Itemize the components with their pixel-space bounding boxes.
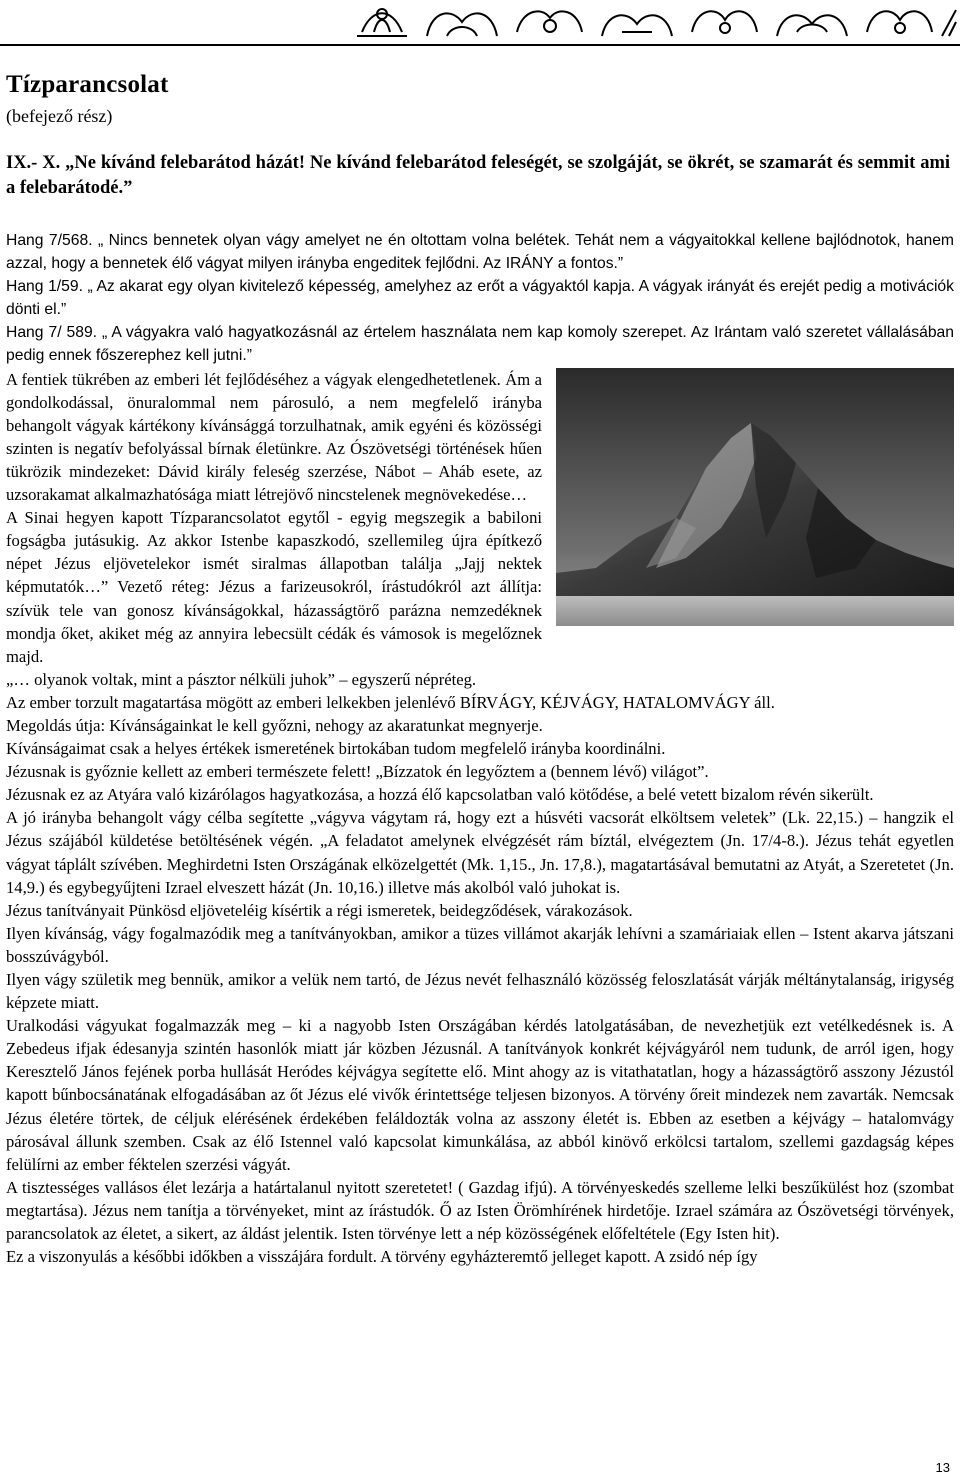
section-heading: IX.- X. „Ne kívánd felebarátod házát! Ne kívánd felebarátod feleségét, se szolgáját, se ökrét, se szamarát és semmit ami a felebarátodé.” xyxy=(6,153,950,198)
floral-ornament xyxy=(352,2,958,42)
article-subtitle: (befejező rész) xyxy=(6,106,113,126)
paragraph: Ilyen vágy születik meg bennük, amikor a velük nem tartó, de Jézus nevét felhasználó közösség feloszlatását várják méltánytalanság, irigység képzete miatt. xyxy=(6,970,954,1013)
paragraph: A jó irányba behangolt vágy célba segítette „vágyva vágytam rá, hogy ezt a húsvéti vacsorát elköltsem veletek” (Lk. 22,15.) – hangzik el Jézus szájából küldetése betöltésének végén. „A feladatot amelynek elvégzését rám bíztál, elvégeztem (Jn. 17/4-8.). Jézus tehát egyetlen vágyat táplált szívében. Meghirdetni Isten Országának elközelgettét (Mk. 1,15., Jn. 17,8.), magatartásával bemutatni az Atyát, a Szeretetet (Jn. 14,9.) és egybegyűjteni Izrael elveszett házát (Jn. 10,16.) illetve más akolból való juhokat is. xyxy=(6,808,954,897)
paragraph: Az ember torzult magatartása mögött az emberi lelkekben jelenlévő BÍRVÁGY, KÉJVÁGY, HATALOMVÁGY áll. xyxy=(6,692,775,712)
paragraph: Ez a viszonyulás a későbbi időkben a visszájára fordult. A törvény egyházteremtő jelleget kapott. A zsidó nép így xyxy=(6,1247,758,1267)
paragraph: Kívánságaimat csak a helyes értékek ismeretének birtokában tudom megfelelő irányba koordinálni. xyxy=(6,739,666,759)
article-title: Tízparancsolat xyxy=(6,71,169,98)
paragraph: A tisztességes vallásos élet lezárja a határtalanul nyitott szeretetet! ( Gazdag ifjú). A törvényeskedés szelleme lelki beszűkülést hoz (szombat megtartása). Jézus nem tanítja a törvényeket, mint az írástudók. Ő az Isten Örömhírének hirdetője. Izrael számára az Ószövetségi törvények, parancsolatok az életet, a sikert, az áldást jelentik. Isten törvénye lett a nép közösségének előfeltétele (Egy Isten hit). xyxy=(6,1177,954,1244)
paragraph: Hang 7/568. „ Nincs bennetek olyan vágy amelyet ne én oltottam volna belétek. Tehát nem a vágyaitokkal kellene bajlódnotok, hanem azzal, hogy a bennetek élő vágyat milyen irányba engeditek fejlődni. Az IRÁNY a fontos.” xyxy=(6,232,954,273)
paragraph: „… olyanok voltak, mint a pásztor nélküli juhok” – egyszerű népréteg. xyxy=(6,669,477,689)
paragraph: Hang 1/59. „ Az akarat egy olyan kivitelező képesség, amelyhez az erőt a vágyaktól kapja. A vágyak irányát és erejét pedig a motivációk dönti el.” xyxy=(6,278,954,319)
paragraph: Uralkodási vágyukat fogalmazzák meg – ki a nagyobb Isten Országában kérdés latolgatásában, de nevezhetjük ezt vetélkedésnek is. A Zebedeus ifjak édesanyja szintén hasonlók miatt jár közben Jézusnál. A tanítványok konkrét kéjvágyáról nem tudunk, de arról igen, hogy Keresztelő János fejének porba hullását Heródes kéjvágya segítette elő. Mint ahogy az is vitathatatlan, hogy a házasságtörő asszony Jézustól kapott bűnbocsánatának elfogadásában az őt Jézus elé vivők érintettsége teljesen bizonyos. A törvény őreit mindezek nem zavarták. Nemcsak Jézus életére törtek, de céljuk elérésének érdekében feláldozták volna az asszony életét is. Ebben az esetben a kéjvágy – hatalomvágy párosával állunk szemben. Csak az élő Istennel való kapcsolat kimunkálása, az abból kinövő erkölcsi tartalom, szellemi gazdagság képes felülírni az ember féktelen szerzési vágyát. xyxy=(6,1016,954,1174)
paragraph: Megoldás útja: Kívánságainkat le kell győzni, nehogy az akaratunkat megnyerje. xyxy=(6,715,543,735)
page-number: 13 xyxy=(935,1460,950,1475)
paragraph: Jézusnak ez az Atyára való kizárólagos hagyatkozása, a hozzá élő kapcsolatban való kötődése, a belé vetett bizalom révén sikerült. xyxy=(6,785,874,805)
mountain-photo xyxy=(556,368,954,626)
paragraph: A fentiek tükrében az emberi lét fejlődéséhez a vágyak elengedhetetlenek. Ám a gondolkodással, önuralommal nem párosuló, a nem megfelelő irányba behangolt vágyak kártékony kívánsággá torzulhatnak, amik egyéni és közösségi szinten is negatív befolyással bírnak életünkre. Az Ószövetségi történések hűen tükrözik mindezeket: Dávid király feleség szerzése, Nábot – Aháb esete, az uzsorakamat alkalmazhatósága miatt létrejövő nincstelenek megnövekedése… xyxy=(6,369,542,505)
article-body xyxy=(6,229,954,1268)
paragraph: Jézusnak is győznie kellett az emberi természete felett! „Bízzatok én legyőztem a (bennem lévő) világot”. xyxy=(6,762,709,782)
paragraph: A Sinai hegyen kapott Tízparancsolatot egytől - egyig megszegik a babiloni fogságba jutásukig. Az akkor Istenbe kapaszkodó, szellemileg újra építkező népet Jézus eljövetelekor ismét siralmas állapotban találja „Jajj nektek képmutatók…” Vezető réteg: Jézus a farizeusokról, írástudókról azt állítja: szívük tele van gonosz kívánságokkal, házasságtörő parázna nemzedéknek mondja őket, akiket még az annyira lebecsült cédák és vámosok is megelőznek majd. xyxy=(6,508,542,666)
paragraph: Ilyen kívánság, vágy fogalmazódik meg a tanítványokban, amikor a tüzes villámot akarják lehívni a szamáriaiak ellen – Istent akarva játszani bosszúvágyból. xyxy=(6,923,954,966)
header-rule xyxy=(0,44,960,46)
paragraph: Hang 7/ 589. „ A vágyakra való hagyatkozásnál az értelem használata nem kap komoly szerepet. Az Irántam való szeretet vállalásában pedig ennek főszerephez kell jutni.” xyxy=(6,324,954,365)
paragraph: Jézus tanítványait Pünkösd eljöveteléig kísértik a régi ismeretek, beidegződések, várakozások. xyxy=(6,900,633,920)
